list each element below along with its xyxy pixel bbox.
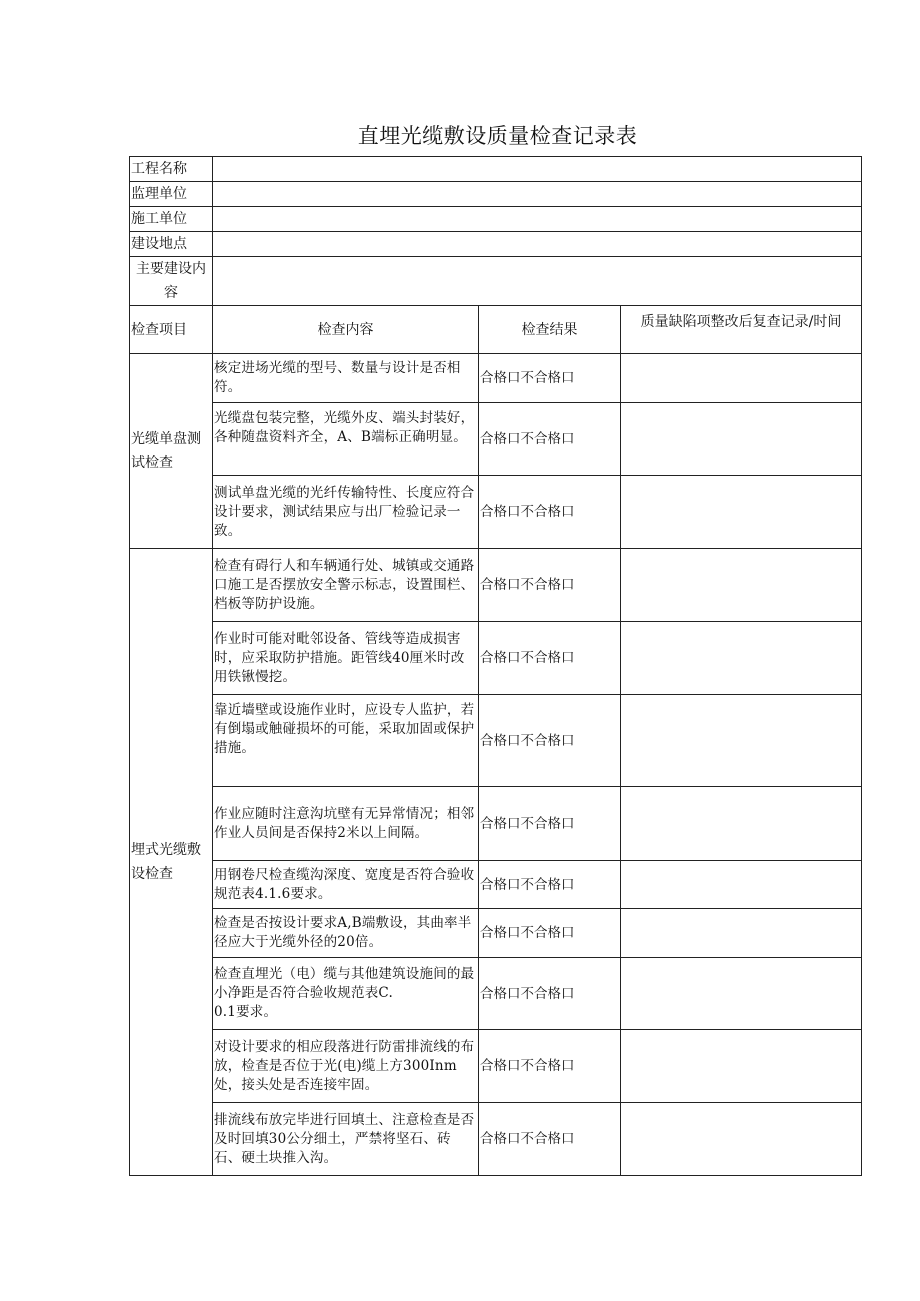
check-content: 对设计要求的相应段落进行防雷排流线的布放，检查是否位于光(电)缆上方300Inm处，接头处是否连接牢固。 (213, 1030, 479, 1103)
check-result[interactable]: 合格口不合格口 (479, 354, 621, 403)
info-value-supervisor[interactable] (213, 182, 862, 207)
rectify-record[interactable] (621, 695, 862, 787)
info-label-project-name: 工程名称 (130, 157, 213, 182)
check-result[interactable]: 合格口不合格口 (479, 695, 621, 787)
info-value-project-name[interactable] (213, 157, 862, 182)
rectify-record[interactable] (621, 909, 862, 958)
check-result[interactable]: 合格口不合格口 (479, 1030, 621, 1103)
check-content: 作业应随时注意沟坑壁有无异常情况；相邻作业人员间是否保持2米以上间隔。 (213, 787, 479, 861)
check-result[interactable]: 合格口不合格口 (479, 403, 621, 476)
rectify-record[interactable] (621, 476, 862, 549)
check-content: 测试单盘光缆的光纤传输特性、长度应符合设计要求，测试结果应与出厂检验记录一致。 (213, 476, 479, 549)
info-value-location[interactable] (213, 232, 862, 257)
check-content: 检查直埋光（电）缆与其他建筑设施间的最小净距是否符合验收规范表C. 0.1要求。 (213, 958, 479, 1030)
rectify-record[interactable] (621, 861, 862, 909)
info-label-supervisor: 监理单位 (130, 182, 213, 207)
info-label-location: 建设地点 (130, 232, 213, 257)
info-label-contractor: 施工单位 (130, 207, 213, 232)
rectify-record[interactable] (621, 1030, 862, 1103)
rectify-record[interactable] (621, 622, 862, 695)
group-name-cable-reel-test: 光缆单盘测试检查 (130, 354, 213, 549)
header-item: 检查项目 (130, 306, 213, 354)
check-content: 用钢卷尺检查缆沟深度、宽度是否符合验收规范表4.1.6要求。 (213, 861, 479, 909)
check-result[interactable]: 合格口不合格口 (479, 622, 621, 695)
check-result[interactable]: 合格口不合格口 (479, 909, 621, 958)
rectify-record[interactable] (621, 1103, 862, 1176)
check-content: 检查有碍行人和车辆通行处、城镇或交通路口施工是否摆放安全警示标志，设置围栏、档板等防护设施。 (213, 549, 479, 622)
rectify-record[interactable] (621, 958, 862, 1030)
rectify-record[interactable] (621, 787, 862, 861)
check-content: 光缆盘包装完整，光缆外皮、端头封装好，各种随盘资料齐全，A、B端标正确明显。 (213, 403, 479, 476)
rectify-record[interactable] (621, 403, 862, 476)
header-content: 检查内容 (213, 306, 479, 354)
check-result[interactable]: 合格口不合格口 (479, 1103, 621, 1176)
header-result: 检查结果 (479, 306, 621, 354)
check-result[interactable]: 合格口不合格口 (479, 958, 621, 1030)
check-content: 核定进场光缆的型号、数量与设计是否相符。 (213, 354, 479, 403)
info-value-contractor[interactable] (213, 207, 862, 232)
check-result[interactable]: 合格口不合格口 (479, 476, 621, 549)
check-result[interactable]: 合格口不合格口 (479, 549, 621, 622)
inspection-table (129, 156, 862, 1176)
check-content: 作业时可能对毗邻设备、管线等造成损害时，应采取防护措施。距管线40厘米时改用铁锹慢挖。 (213, 622, 479, 695)
group-name-buried-cable-laying: 埋式光缆敷设检查 (130, 549, 213, 1176)
check-content: 检查是否按设计要求A,B端敷设，其曲率半径应大于光缆外径的20倍。 (213, 909, 479, 958)
rectify-record[interactable] (621, 549, 862, 622)
rectify-record[interactable] (621, 354, 862, 403)
check-content: 排流线布放完毕进行回填土、注意检查是否及时回填30公分细土，严禁将坚石、砖石、硬土块推入沟。 (213, 1103, 479, 1176)
document-title: 直埋光缆敷设质量检查记录表 (357, 124, 638, 148)
info-label-main-content: 主要建设内容 (130, 257, 213, 306)
check-content: 靠近墙壁或设施作业时，应设专人监护，若有倒塌或触碰损坏的可能，采取加固或保护措施。 (213, 695, 479, 787)
check-result[interactable]: 合格口不合格口 (479, 861, 621, 909)
header-rectify: 质量缺陷项整改后复查记录/时间 (621, 306, 862, 354)
info-value-main-content[interactable] (213, 257, 862, 306)
check-result[interactable]: 合格口不合格口 (479, 787, 621, 861)
